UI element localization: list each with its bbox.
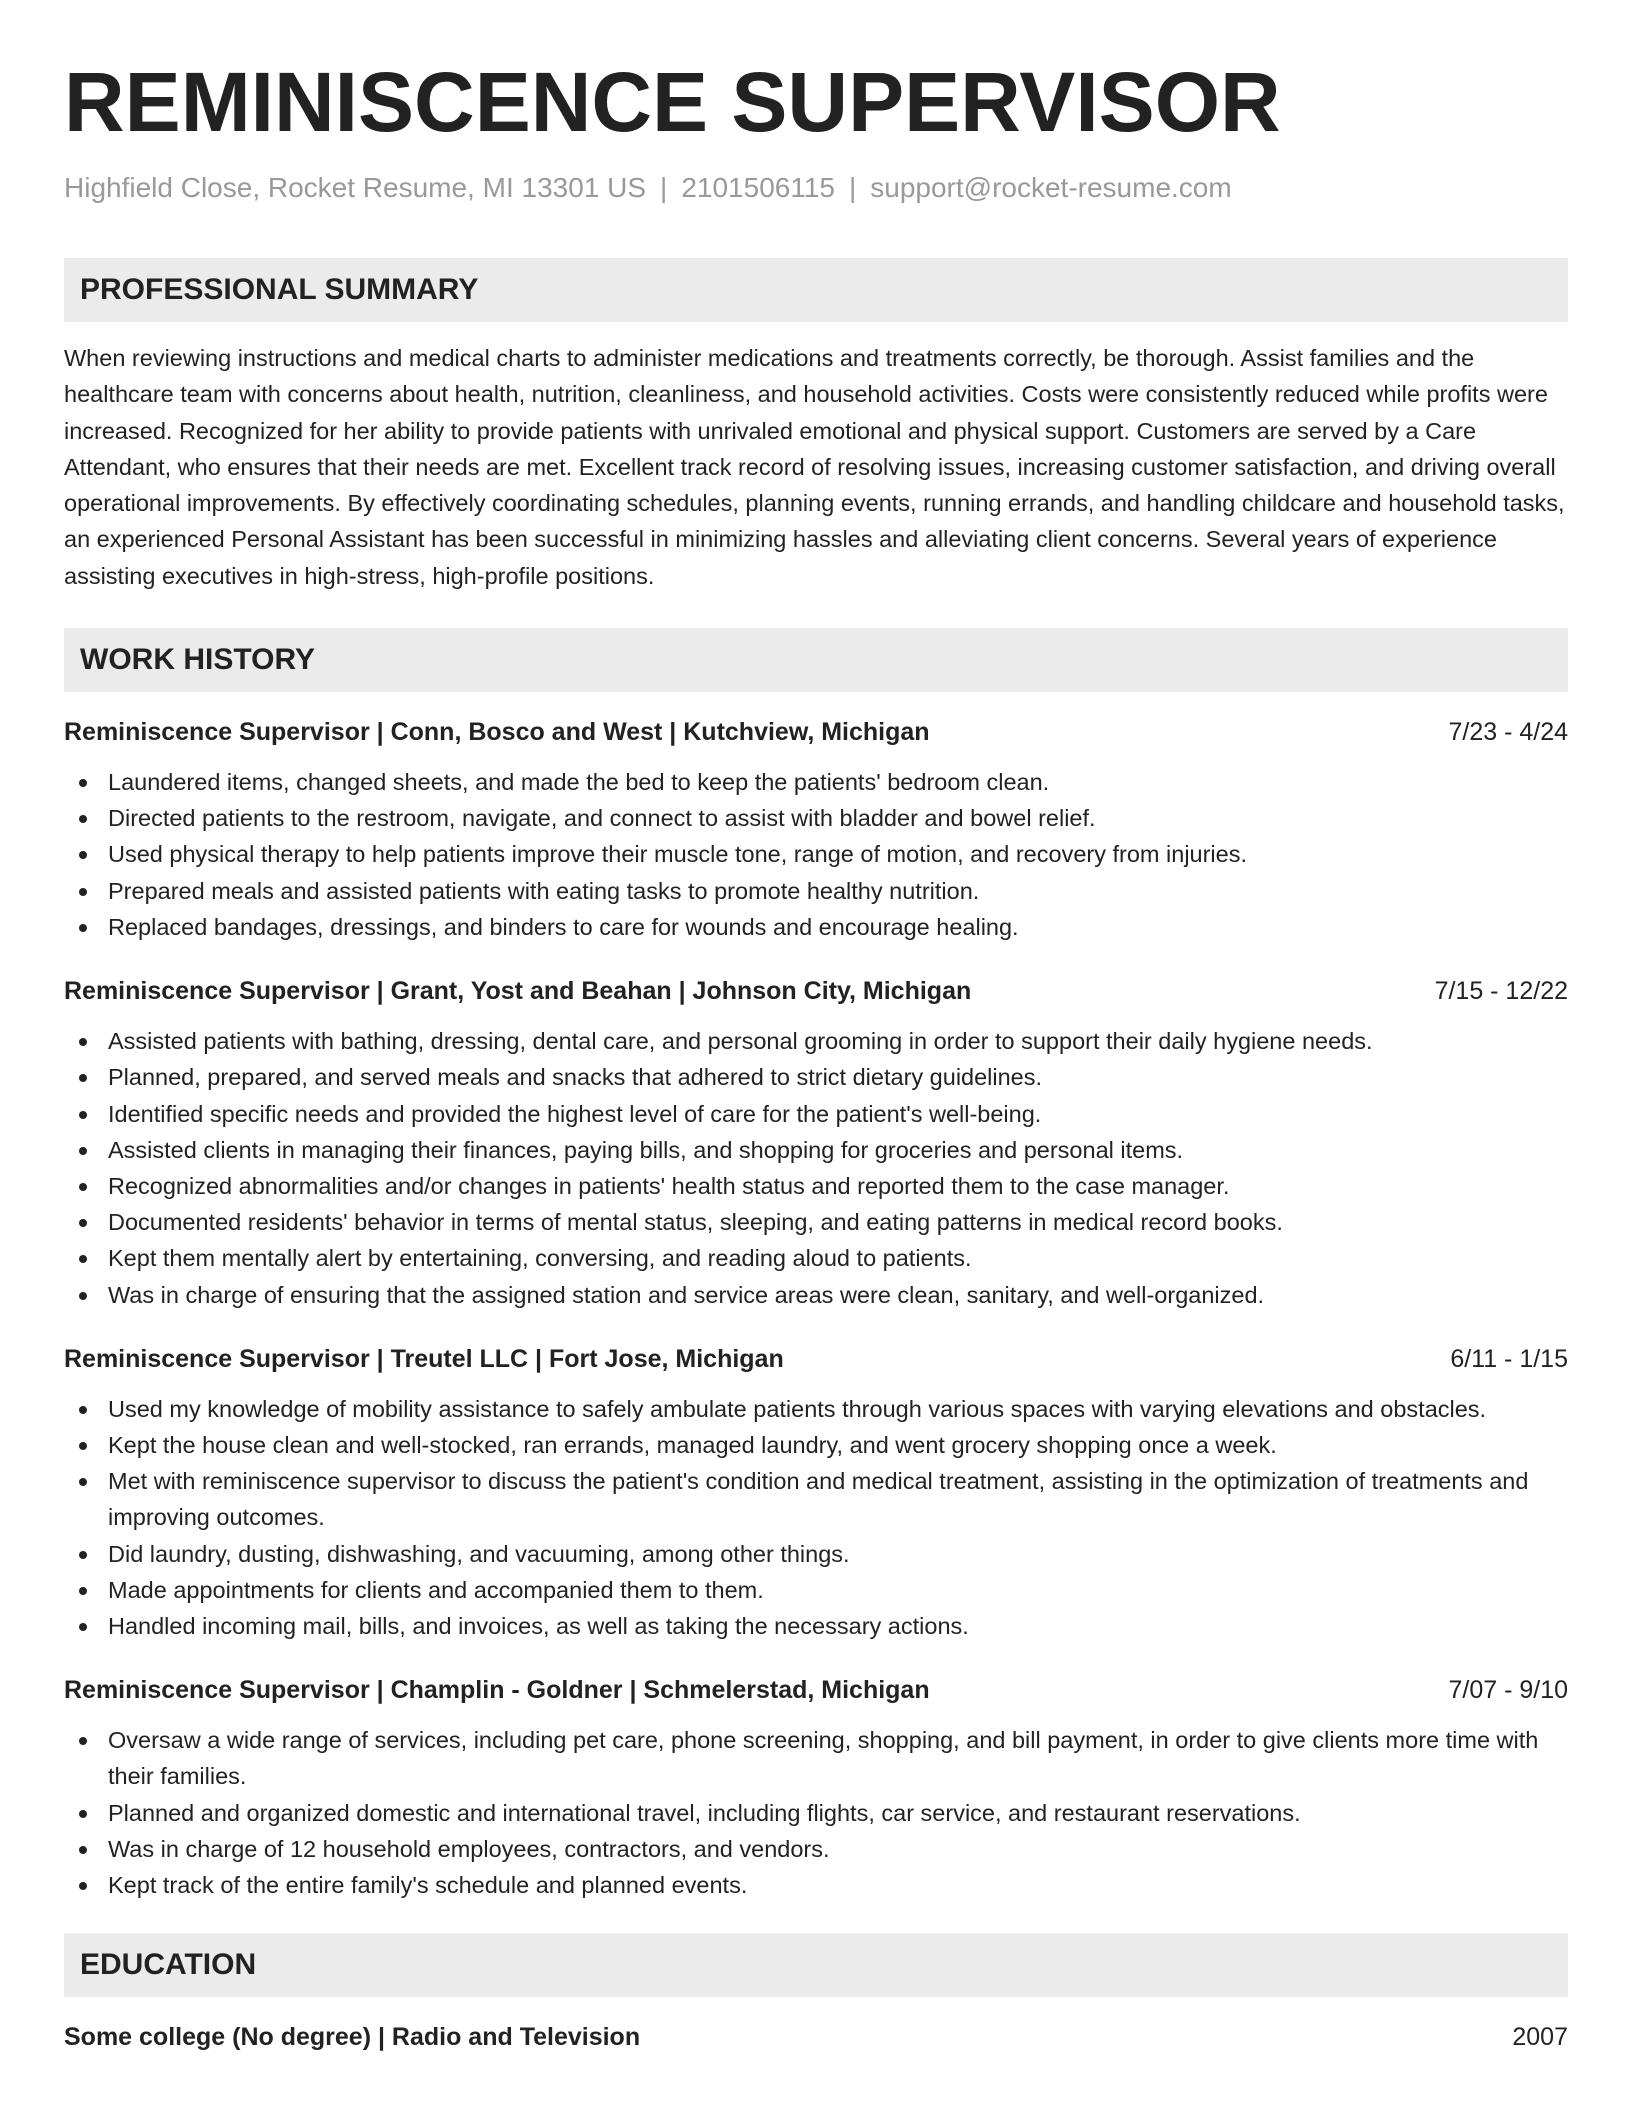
job-entry [64, 1341, 1568, 1644]
job-title: Reminiscence Supervisor | Treutel LLC | Fort Jose, Michigan [64, 1344, 784, 1373]
contact-email: support@rocket-resume.com [870, 172, 1232, 203]
job-bullet: Laundered items, changed sheets, and made the bed to keep the patients' bedroom clean. [64, 764, 1568, 800]
job-bullet: Directed patients to the restroom, navigate, and connect to assist with bladder and bowel relief. [64, 800, 1568, 836]
job-bullet-list [64, 1722, 1568, 1903]
job-bullet: Identified specific needs and provided the highest level of care for the patient's well-being. [64, 1096, 1568, 1132]
job-dates: 7/23 - 4/24 [1448, 718, 1568, 747]
job-bullet: Handled incoming mail, bills, and invoices, as well as taking the necessary actions. [64, 1608, 1568, 1644]
job-bullet: Documented residents' behavior in terms of mental status, sleeping, and eating patterns in medical record books. [64, 1204, 1568, 1240]
job-header [64, 1672, 1568, 1708]
education-title: Some college (No degree) | Radio and Television [64, 2023, 641, 2052]
job-bullet: Oversaw a wide range of services, including pet care, phone screening, shopping, and bill payment, in order to give clients more time with their families. [64, 1722, 1568, 1794]
job-bullet: Assisted patients with bathing, dressing, dental care, and personal grooming in order to support their daily hygiene needs. [64, 1023, 1568, 1059]
contact-line [64, 170, 1568, 206]
job-entry [64, 973, 1568, 1313]
job-entry [64, 1672, 1568, 1903]
job-dates: 7/15 - 12/22 [1434, 977, 1568, 1006]
job-entry [64, 714, 1568, 945]
job-title: Reminiscence Supervisor | Conn, Bosco and West | Kutchview, Michigan [64, 718, 930, 747]
job-bullet-list [64, 1023, 1568, 1313]
job-bullet: Made appointments for clients and accompanied them to them. [64, 1572, 1568, 1608]
section-heading-summary: PROFESSIONAL SUMMARY [64, 258, 1568, 322]
contact-phone: 2101506115 [681, 172, 835, 203]
job-bullet: Kept the house clean and well-stocked, ran errands, managed laundry, and went grocery shopping once a week. [64, 1427, 1568, 1463]
job-bullet: Used physical therapy to help patients improve their muscle tone, range of motion, and recovery from injuries. [64, 836, 1568, 872]
job-bullet: Assisted clients in managing their finances, paying bills, and shopping for groceries and personal items. [64, 1132, 1568, 1168]
job-bullet: Recognized abnormalities and/or changes in patients' health status and reported them to the case manager. [64, 1168, 1568, 1204]
job-header [64, 973, 1568, 1009]
job-header [64, 1341, 1568, 1377]
section-heading-education: EDUCATION [64, 1933, 1568, 1997]
education-entry [64, 2019, 1568, 2055]
job-header [64, 714, 1568, 750]
job-bullet-list [64, 764, 1568, 945]
job-dates: 6/11 - 1/15 [1450, 1344, 1568, 1373]
job-title: Reminiscence Supervisor | Grant, Yost and Beahan | Johnson City, Michigan [64, 977, 972, 1006]
job-bullet: Was in charge of ensuring that the assigned station and service areas were clean, sanitary, and well-organized. [64, 1277, 1568, 1313]
section-heading-work-history: WORK HISTORY [64, 628, 1568, 692]
job-bullet: Planned, prepared, and served meals and snacks that adhered to strict dietary guidelines. [64, 1059, 1568, 1095]
summary-text: When reviewing instructions and medical charts to administer medications and treatments correctly, be thorough. Assist families and the healthcare team with concerns about health, nutrition, cleanliness, and household activities. Costs were consistently reduced while profits were increased. Recognized for her ability to provide patients with unrivaled emotional and physical support. Customers are served by a Care Attendant, who ensures that their needs are met. Excellent track record of resolving issues, increasing customer satisfaction, and driving overall operational improvements. By effectively coordinating schedules, planning events, running errands, and handling childcare and household tasks, an experienced Personal Assistant has been successful in minimizing hassles and alleviating client concerns. Several years of experience assisting executives in high-stress, high-profile positions. [64, 345, 1565, 589]
job-bullet: Used my knowledge of mobility assistance to safely ambulate patients through various spaces with varying elevations and obstacles. [64, 1391, 1568, 1427]
education-header [64, 2019, 1568, 2055]
job-bullet: Was in charge of 12 household employees, contractors, and vendors. [64, 1831, 1568, 1867]
job-bullet: Prepared meals and assisted patients with eating tasks to promote healthy nutrition. [64, 873, 1568, 909]
contact-separator: | [848, 172, 857, 203]
job-dates: 7/07 - 9/10 [1448, 1676, 1568, 1705]
resume-name: REMINISCENCE SUPERVISOR [64, 55, 1281, 149]
job-bullet: Kept track of the entire family's schedule and planned events. [64, 1867, 1568, 1903]
job-bullet: Replaced bandages, dressings, and binders to care for wounds and encourage healing. [64, 909, 1568, 945]
job-bullet: Did laundry, dusting, dishwashing, and vacuuming, among other things. [64, 1536, 1568, 1572]
contact-separator: | [660, 172, 668, 203]
job-bullet: Kept them mentally alert by entertaining, conversing, and reading aloud to patients. [64, 1240, 1568, 1276]
education-year: 2007 [1512, 2023, 1568, 2052]
job-bullet: Met with reminiscence supervisor to discuss the patient's condition and medical treatment, assisting in the optimization of treatments and improving outcomes. [64, 1463, 1568, 1535]
job-bullet-list [64, 1391, 1568, 1644]
job-bullet: Planned and organized domestic and international travel, including flights, car service, and restaurant reservations. [64, 1795, 1568, 1831]
contact-address: Highfield Close, Rocket Resume, MI 13301 US [64, 172, 647, 203]
job-title: Reminiscence Supervisor | Champlin - Goldner | Schmelerstad, Michigan [64, 1676, 930, 1705]
